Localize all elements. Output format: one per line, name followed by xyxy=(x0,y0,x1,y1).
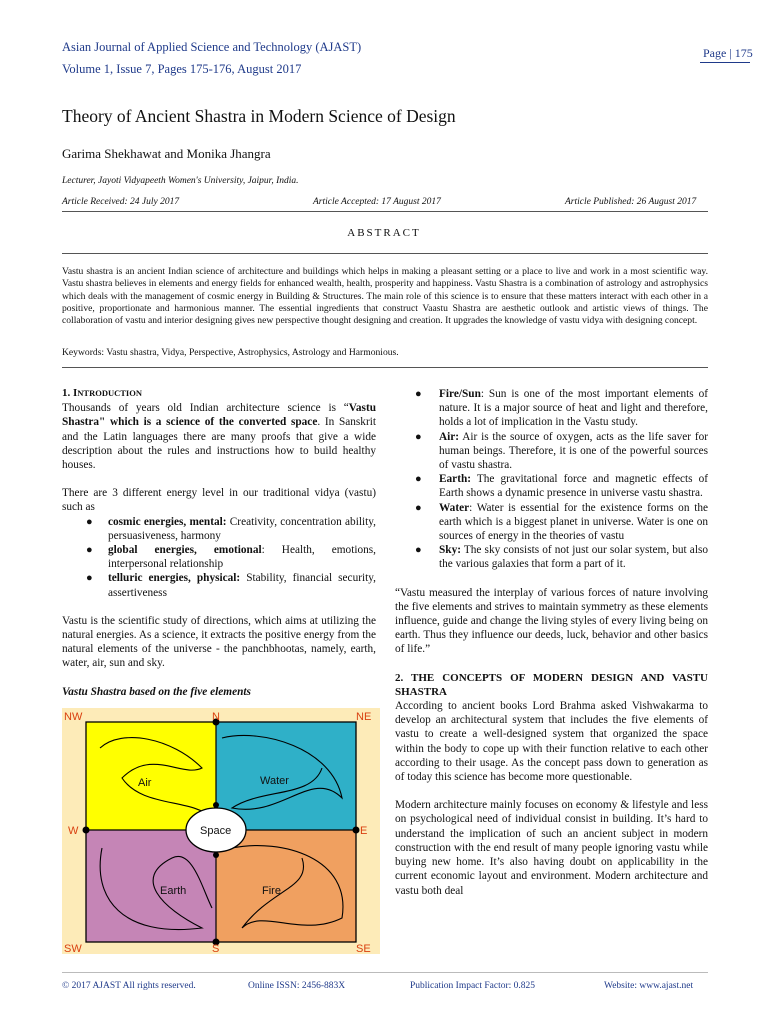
author-affiliation: Lecturer, Jayoti Vidyapeeth Women's University, Jaipur, India. xyxy=(62,176,299,186)
journal-name: Asian Journal of Applied Science and Technology (AJAST) xyxy=(62,40,362,54)
list-item: ● Sky: The sky consists of not just our solar system, but also the various galaxies that form a part of it. xyxy=(415,544,708,571)
energy-paragraph: There are 3 different energy level in our traditional vidya (vastu) such as xyxy=(62,487,376,514)
label-se: SE xyxy=(356,943,371,954)
label-air: Air xyxy=(138,777,152,789)
page-number: Page | 175 xyxy=(703,46,753,60)
label-w: W xyxy=(68,825,79,837)
node-west xyxy=(83,827,90,834)
dates-rule xyxy=(62,211,708,212)
elements-list xyxy=(395,387,708,572)
label-n: N xyxy=(212,711,220,723)
energy-list xyxy=(62,515,376,600)
date-accepted: Article Accepted: 17 August 2017 xyxy=(313,197,441,207)
list-item: ● cosmic energies, mental: Creativity, concentration ability, persuasiveness, harmony xyxy=(86,515,376,542)
footer-copyright: © 2017 AJAST All rights reserved. xyxy=(62,981,196,991)
label-ne: NE xyxy=(356,711,372,723)
footer-website: Website: www.ajast.net xyxy=(604,981,694,991)
section-1-heading: 1. INTRODUCTION xyxy=(62,387,142,399)
label-fire: Fire xyxy=(262,885,281,897)
label-s: S xyxy=(212,943,220,954)
label-e: E xyxy=(360,825,368,837)
label-sw: SW xyxy=(64,943,82,954)
label-nw: NW xyxy=(64,711,83,723)
section-2-paragraph-2: Modern architecture mainly focuses on economy & lifestyle and less on psychological need of individual consist in building. It’s hard to understand the implication of such an ancient subject in modern construction with the end result of many people ignoring vastu while buying new home. It’s also having doubt on applicability in the current economic layout and environment. Modern architecture and vastu both deal xyxy=(395,799,708,897)
footer-issn: Online ISSN: 2456-883X xyxy=(248,981,346,991)
list-item: ● Fire/Sun: Sun is one of the most important elements of nature. It is a major source of heat and light and therefore, holds a lot of implication in the Vastu study. xyxy=(415,388,708,429)
date-received: Article Received: 24 July 2017 xyxy=(62,197,180,207)
list-item: ● Earth: The gravitational force and magnetic effects of Earth shows a dynamic presence in universe vastu shastra. xyxy=(415,473,708,500)
page-number-rule xyxy=(700,62,750,63)
date-published: Article Published: 26 August 2017 xyxy=(565,197,697,207)
paper-title: Theory of Ancient Shastra in Modern Science of Design xyxy=(62,106,456,126)
vastu-diagram xyxy=(62,708,380,954)
footer-rule xyxy=(62,972,708,973)
footer-impact-factor: Publication Impact Factor: 0.825 xyxy=(410,981,536,991)
node-center-top xyxy=(213,802,219,808)
keywords: Keywords: Vastu shastra, Vidya, Perspective, Astrophysics, Astrology and Harmonious. xyxy=(62,347,399,358)
keywords-rule xyxy=(62,367,708,368)
list-item: ● Water: Water is essential for the existence forms on the earth which is a biggest planet in universe. Water is one on sources of energy in the theories of vastu xyxy=(415,501,708,543)
figure-caption: Vastu Shastra based on the five elements xyxy=(62,685,251,698)
abstract-rule xyxy=(62,253,708,254)
label-water: Water xyxy=(260,775,289,787)
list-item: ● global energies, emotional: Health, emotions, interpersonal relationship xyxy=(86,544,376,571)
abstract-text: Vastu shastra is an ancient Indian science of architecture and buildings which helps in making a pleasant setting or a place to live and work in a most scientific way. Vastu shastra believes in elements and energy fields for enhanced wealth, health, prosperity and happiness. Vastu Shastra is a combination of astrology and astrophysics which deals with the management of cosmic energy in Building & Structures. The main role of this science is to ensure that these matters interact with each other in a positive, proportionate and harmonious manner. The essential ingredients that construct Vaastu Shastra are aesthetic outlook and artistic views of things. The collaboration of vastu and interior designing gives new perspective thought designing and creation. It upgrades the knowledge of vastu vidya with designing concept. xyxy=(62,266,708,327)
volume-info: Volume 1, Issue 7, Pages 175-176, August 2017 xyxy=(62,62,302,76)
label-earth: Earth xyxy=(160,885,187,897)
list-item: ● telluric energies, physical: Stability, financial security, assertiveness xyxy=(86,572,376,599)
vastu-paragraph: Vastu is the scientific study of directions, which aims at utilizing the natural energies. As a science, it extracts the positive energy from the natural elements of the universe - the panchbhootas, namely, earth, water, air, sun and sky. xyxy=(62,614,376,670)
intro-paragraph: Thousands of years old Indian architecture science is “Vastu Shastra" which is a science of the converted space. In Sanskrit and the Latin languages there are many proofs that give a wide description about the rules and instructions how to build healthy houses. xyxy=(62,402,376,472)
section-2-paragraph-1: According to ancient books Lord Brahma asked Vishwakarma to develop an architectural system that includes the five elements of vastu to create a well-designed system that organized the space within the body to cope up with their function relative to each other according to their usage. As the concept pass down to generation as of today this science has become more questionable. xyxy=(395,700,708,784)
label-space: Space xyxy=(200,825,232,837)
node-east xyxy=(353,827,360,834)
left-column xyxy=(62,386,376,699)
list-item: ● Air: Air is the source of oxygen, acts as the life saver for human beings. Therefore, it is one of the powerful sources of vastu shastra. xyxy=(415,430,708,472)
node-center-bottom xyxy=(213,852,219,858)
abstract-heading: ABSTRACT xyxy=(347,227,421,239)
right-column xyxy=(395,387,708,898)
section-2-heading: 2. THE CONCEPTS OF MODERN DESIGN AND VASTU SHASTRA xyxy=(395,671,708,698)
paper-authors: Garima Shekhawat and Monika Jhangra xyxy=(62,146,271,161)
vastu-quote: “Vastu measured the interplay of various forces of nature involving the five elements and strives to maintain symmetry as these elements influence, guide and change the living styles of every living being on earth. Thus they influence our deeds, luck, behavior and other basics of life.” xyxy=(395,586,708,656)
